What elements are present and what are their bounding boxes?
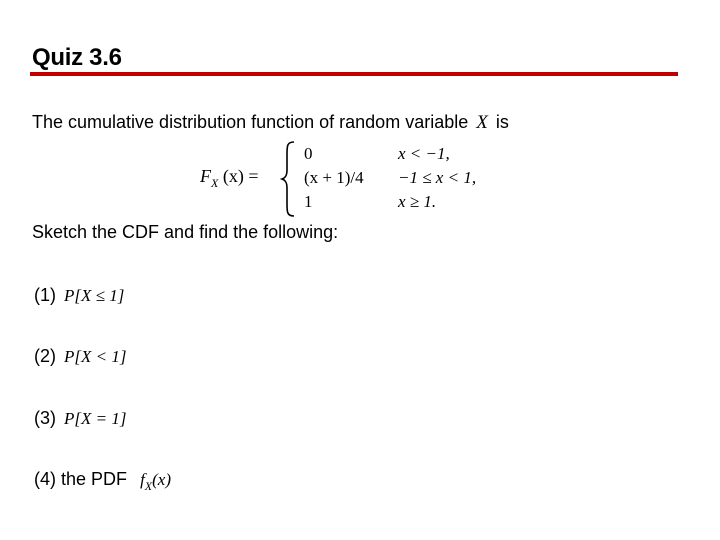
formula-argument: (x) = bbox=[222, 166, 259, 186]
question-1-number: (1) bbox=[34, 285, 56, 305]
pdf-subscript: X bbox=[144, 479, 153, 493]
question-4-prefix: the PDF bbox=[61, 469, 128, 489]
question-4 bbox=[34, 469, 172, 493]
instruction-text: Sketch the CDF and find the following: bbox=[32, 222, 339, 242]
question-4-expression bbox=[140, 470, 172, 493]
title-underline bbox=[30, 72, 678, 76]
case-expr-3: 1 bbox=[304, 192, 313, 211]
question-2-expression: P[X < 1] bbox=[64, 347, 127, 366]
question-3 bbox=[34, 408, 126, 429]
question-2-number: (2) bbox=[34, 346, 56, 366]
intro-end: is bbox=[495, 112, 509, 132]
formula-lhs bbox=[200, 166, 259, 190]
question-1 bbox=[34, 285, 124, 306]
question-3-number: (3) bbox=[34, 408, 56, 428]
pdf-function-name: f bbox=[140, 470, 145, 489]
intro-variable: X bbox=[476, 112, 488, 133]
intro-text: The cumulative distribution function of random variable bbox=[32, 112, 469, 132]
question-1-expression: P[X ≤ 1] bbox=[64, 286, 125, 305]
case-expr-2: (x + 1)/4 bbox=[304, 168, 364, 187]
question-3-expression: P[X = 1] bbox=[64, 409, 127, 428]
question-2 bbox=[34, 346, 126, 367]
pdf-argument: (x) bbox=[152, 470, 172, 489]
formula-subscript: X bbox=[211, 176, 219, 190]
case-cond-1: x < −1, bbox=[398, 144, 450, 163]
case-cond-2: −1 ≤ x < 1, bbox=[398, 168, 477, 187]
slide-title: Quiz 3.6 bbox=[32, 44, 122, 71]
case-expr-1: 0 bbox=[304, 144, 313, 163]
intro-line bbox=[32, 112, 509, 134]
question-4-number: (4) bbox=[34, 469, 56, 489]
formula-function-name: F bbox=[200, 166, 211, 186]
case-cond-3: x ≥ 1. bbox=[398, 192, 437, 211]
left-brace bbox=[280, 140, 298, 218]
